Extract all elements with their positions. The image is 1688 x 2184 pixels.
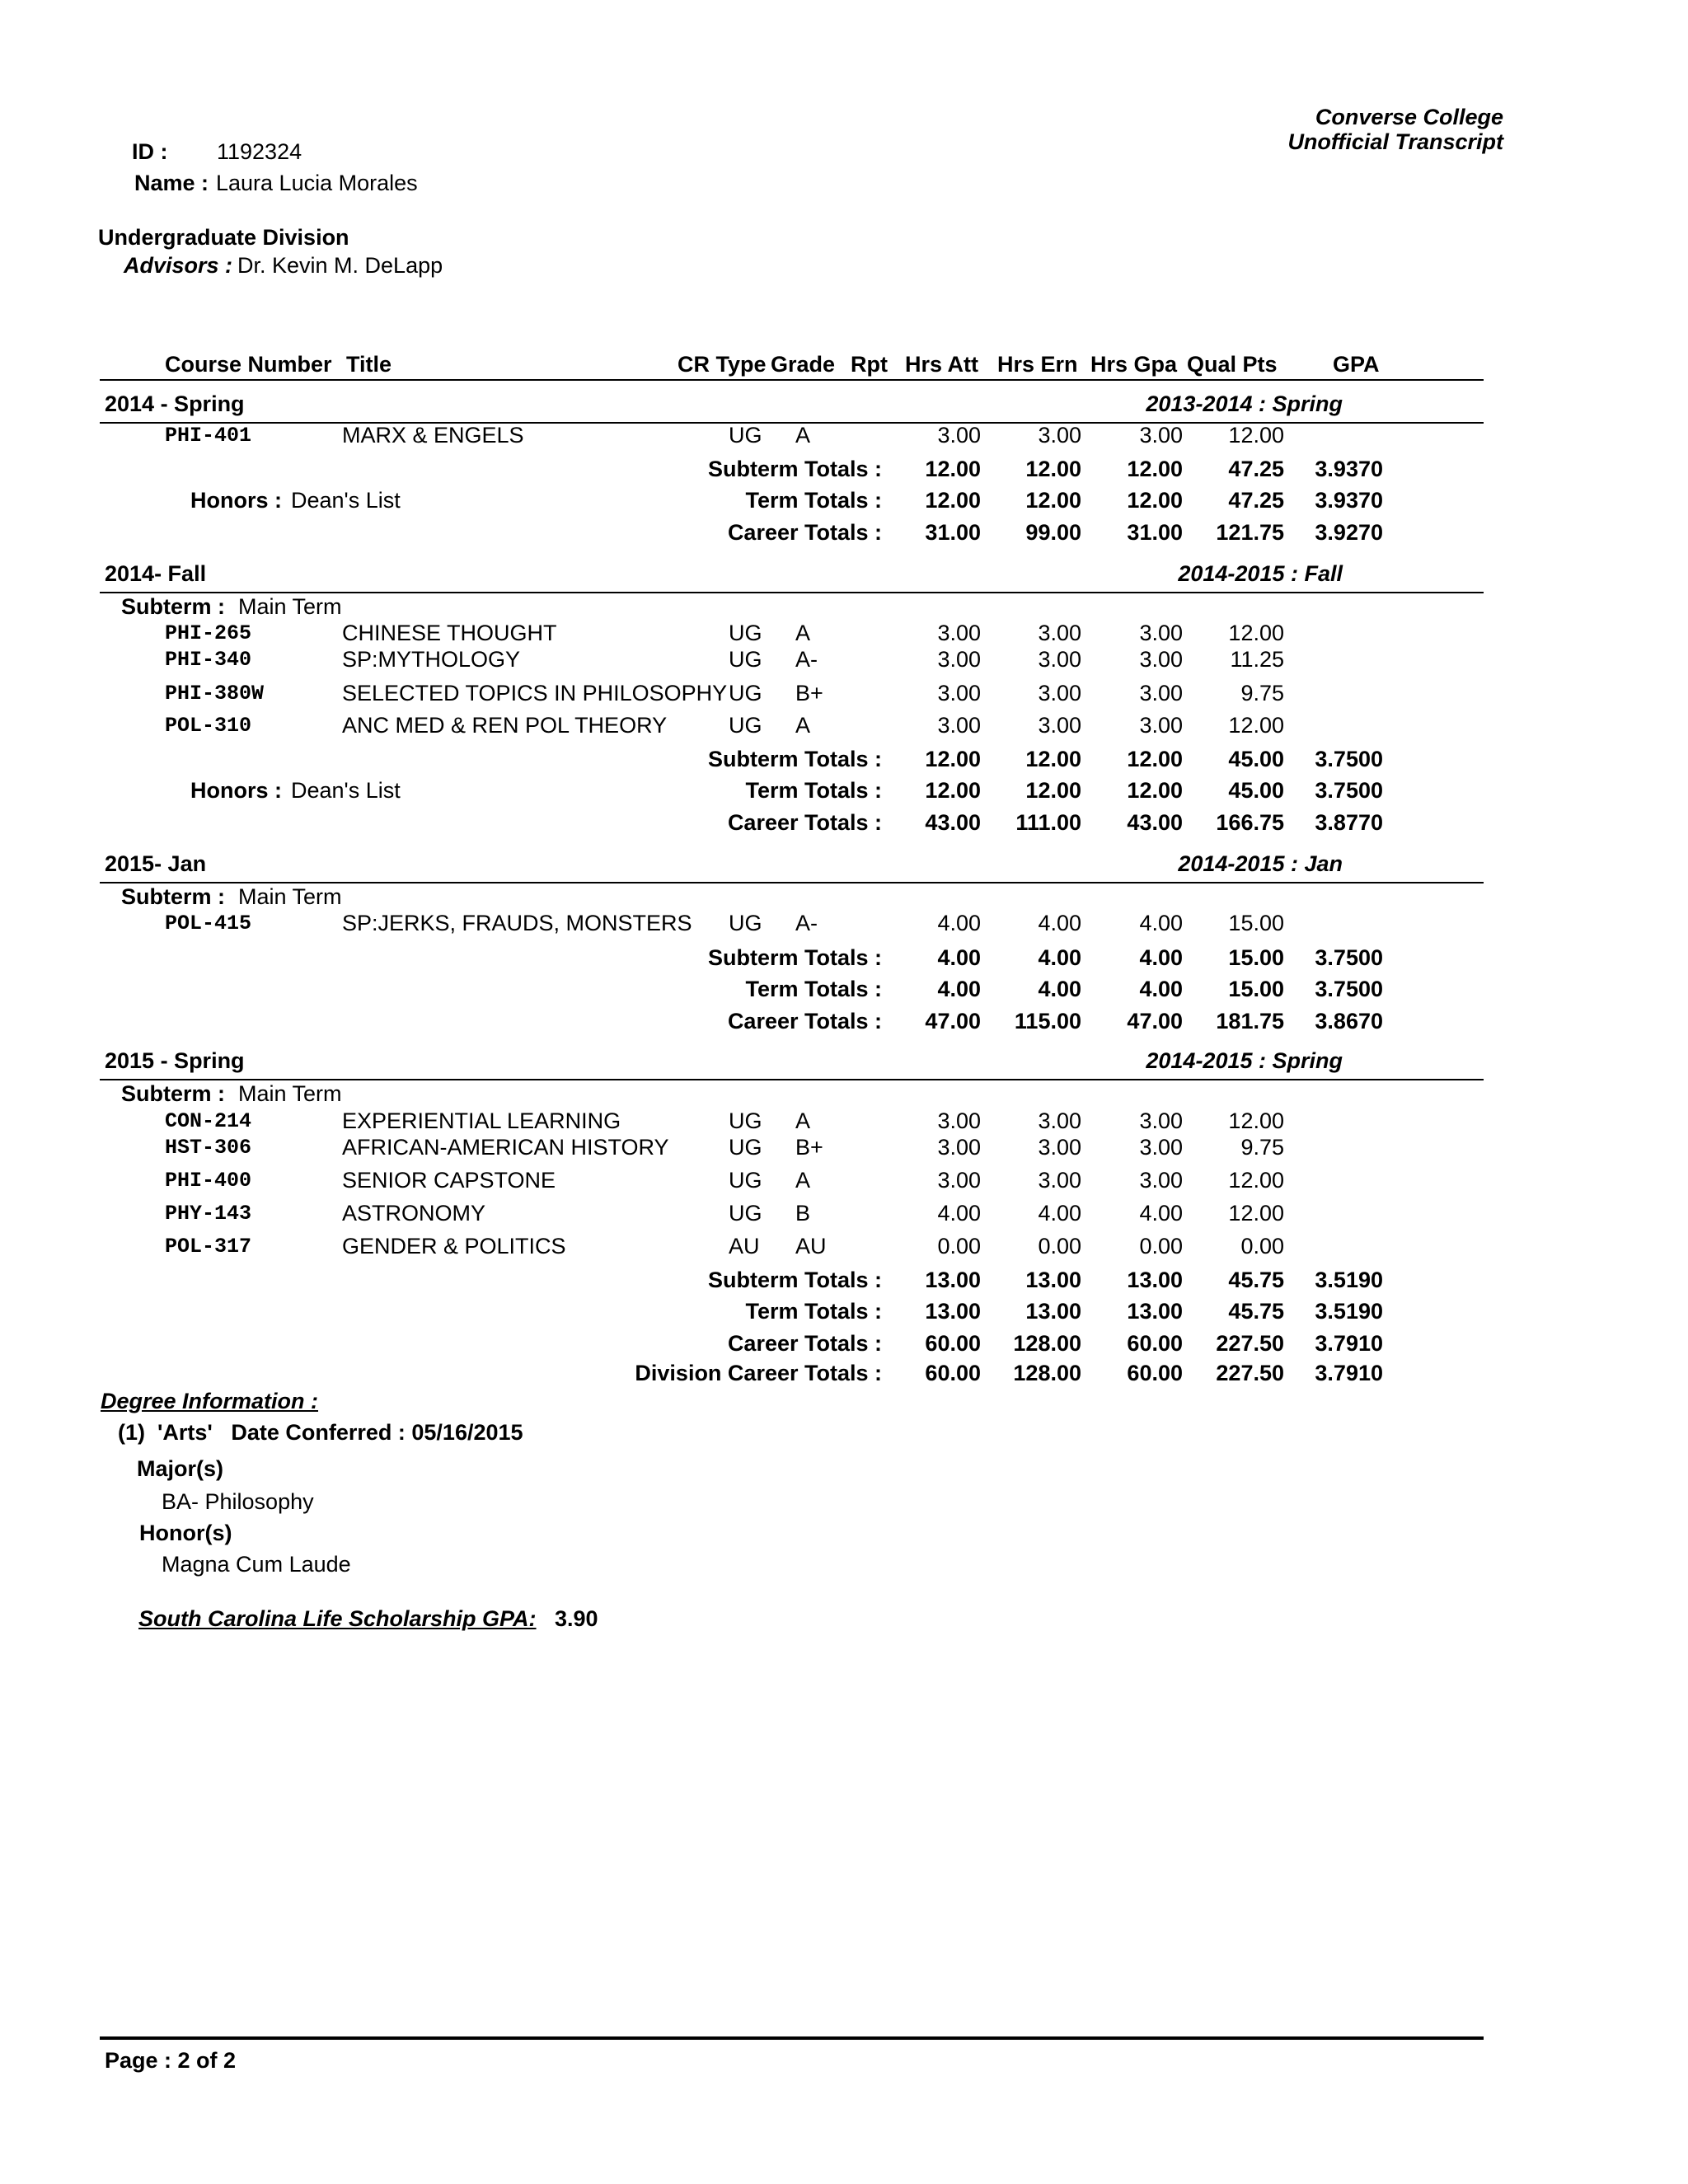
subterm-totals-hrs-ern: 12.00	[1025, 747, 1081, 771]
career-totals-hrs-gpa: 47.00	[1127, 1009, 1183, 1033]
course-hrs-att: 3.00	[937, 621, 981, 645]
honors-heading: Honor(s)	[139, 1521, 232, 1545]
career-totals-label: Career Totals :	[727, 520, 882, 545]
course-title: CHINESE THOUGHT	[342, 621, 557, 645]
course-number: PHI-400	[165, 1169, 252, 1193]
course-number: PHI-380W	[165, 682, 265, 705]
term-totals-label: Term Totals :	[745, 977, 882, 1001]
honor-value: Magna Cum Laude	[162, 1552, 351, 1577]
course-hrs-att: 4.00	[937, 911, 981, 935]
course-title: MARX & ENGELS	[342, 423, 524, 448]
subterm-totals-label: Subterm Totals :	[707, 747, 882, 771]
term-totals-gpa: 3.7500	[1315, 977, 1383, 1001]
subterm-totals-qual-pts: 45.00	[1228, 747, 1284, 771]
career-totals-hrs-att: 31.00	[925, 520, 981, 545]
course-title: AFRICAN-AMERICAN HISTORY	[342, 1135, 669, 1160]
division-career-totals-hrs-ern: 128.00	[1013, 1361, 1081, 1385]
course-grade: A	[795, 713, 811, 738]
course-grade: A	[795, 1168, 811, 1193]
term-totals-label: Term Totals :	[745, 778, 882, 803]
career-totals-label: Career Totals :	[727, 810, 882, 835]
col-gpa: GPA	[1333, 352, 1380, 377]
division-career-totals-label: Division Career Totals :	[635, 1361, 882, 1385]
subterm-label: Subterm :	[121, 1081, 226, 1106]
term-name: 2014 - Spring	[105, 391, 245, 416]
term-totals-hrs-ern: 13.00	[1025, 1299, 1081, 1324]
career-totals-label: Career Totals :	[727, 1009, 882, 1033]
course-grade: A	[795, 423, 811, 448]
career-totals-gpa: 3.8770	[1315, 810, 1383, 835]
subterm-totals-hrs-ern: 12.00	[1025, 457, 1081, 481]
course-hrs-att: 3.00	[937, 1168, 981, 1193]
course-number: PHI-265	[165, 621, 252, 645]
course-hrs-ern: 3.00	[1038, 621, 1081, 645]
scholarship-label: South Carolina Life Scholarship GPA:	[138, 1606, 537, 1631]
course-title: SENIOR CAPSTONE	[342, 1168, 556, 1193]
course-hrs-att: 4.00	[937, 1201, 981, 1226]
course-hrs-att: 3.00	[937, 713, 981, 738]
course-hrs-ern: 3.00	[1038, 681, 1081, 705]
course-hrs-att: 3.00	[937, 1135, 981, 1160]
course-qual-pts: 12.00	[1228, 1168, 1284, 1193]
course-hrs-ern: 3.00	[1038, 1135, 1081, 1160]
term-totals-qual-pts: 47.25	[1228, 488, 1284, 513]
career-totals-qual-pts: 166.75	[1216, 810, 1284, 835]
term-totals-hrs-att: 13.00	[925, 1299, 981, 1324]
subterm-label: Subterm :	[121, 594, 226, 619]
course-cr-type: UG	[729, 1135, 762, 1160]
term-totals-gpa: 3.9370	[1315, 488, 1383, 513]
course-hrs-gpa: 3.00	[1139, 713, 1183, 738]
course-hrs-gpa: 3.00	[1139, 681, 1183, 705]
subterm-totals-label: Subterm Totals :	[707, 945, 882, 970]
degree-line: (1) 'Arts' Date Conferred : 05/16/2015	[118, 1420, 523, 1445]
course-number: CON-214	[165, 1109, 252, 1133]
subterm-totals-label: Subterm Totals :	[707, 1268, 882, 1292]
course-grade: A	[795, 1108, 811, 1133]
course-hrs-gpa: 4.00	[1139, 1201, 1183, 1226]
subterm-totals-hrs-ern: 4.00	[1038, 945, 1081, 970]
course-hrs-ern: 4.00	[1038, 1201, 1081, 1226]
subterm-totals-label: Subterm Totals :	[707, 457, 882, 481]
career-totals-gpa: 3.9270	[1315, 520, 1383, 545]
term-totals-hrs-att: 12.00	[925, 778, 981, 803]
course-cr-type: UG	[729, 621, 762, 645]
name-value: Laura Lucia Morales	[216, 171, 418, 195]
career-totals-hrs-ern: 115.00	[1014, 1009, 1081, 1033]
career-totals-hrs-gpa: 43.00	[1127, 810, 1183, 835]
course-grade: AU	[795, 1234, 827, 1258]
course-hrs-gpa: 3.00	[1139, 621, 1183, 645]
term-totals-hrs-ern: 4.00	[1038, 977, 1081, 1001]
majors-label: Major(s)	[137, 1456, 224, 1481]
term-totals-hrs-att: 4.00	[937, 977, 981, 1001]
career-totals-qual-pts: 121.75	[1216, 520, 1284, 545]
course-title: GENDER & POLITICS	[342, 1234, 566, 1258]
subterm-value: Main Term	[238, 1081, 342, 1106]
col-course-number: Course Number	[165, 352, 332, 377]
id-value: 1192324	[217, 139, 302, 164]
course-grade: B+	[795, 681, 823, 705]
career-totals-hrs-ern: 128.00	[1013, 1331, 1081, 1356]
course-number: POL-415	[165, 912, 252, 935]
col-hrs-gpa: Hrs Gpa	[1090, 352, 1178, 377]
course-hrs-ern: 4.00	[1038, 911, 1081, 935]
course-qual-pts: 0.00	[1240, 1234, 1284, 1258]
academic-term: 2014-2015 : Spring	[1146, 1048, 1343, 1073]
course-qual-pts: 12.00	[1228, 1108, 1284, 1133]
footer-rule	[100, 2036, 1484, 2040]
course-hrs-gpa: 3.00	[1139, 423, 1183, 448]
col-hrs-ern: Hrs Ern	[997, 352, 1078, 377]
academic-term: 2014-2015 : Fall	[1178, 561, 1343, 586]
col-hrs-att: Hrs Att	[905, 352, 979, 377]
course-cr-type: UG	[729, 713, 762, 738]
honors-value: Dean's List	[291, 778, 401, 803]
col-rpt: Rpt	[851, 352, 888, 377]
course-qual-pts: 12.00	[1228, 713, 1284, 738]
division-career-totals-gpa: 3.7910	[1315, 1361, 1383, 1385]
career-totals-hrs-ern: 111.00	[1015, 810, 1081, 835]
term-totals-label: Term Totals :	[745, 488, 882, 513]
name-label: Name :	[134, 171, 209, 195]
subterm-totals-qual-pts: 47.25	[1228, 457, 1284, 481]
term-totals-hrs-gpa: 4.00	[1139, 977, 1183, 1001]
course-cr-type: UG	[729, 1108, 762, 1133]
subterm-totals-gpa: 3.9370	[1315, 457, 1383, 481]
course-cr-type: UG	[729, 911, 762, 935]
career-totals-hrs-att: 60.00	[925, 1331, 981, 1356]
course-cr-type: UG	[729, 423, 762, 448]
course-cr-type: UG	[729, 1168, 762, 1193]
course-hrs-gpa: 3.00	[1139, 1135, 1183, 1160]
career-totals-gpa: 3.8670	[1315, 1009, 1383, 1033]
course-qual-pts: 12.00	[1228, 423, 1284, 448]
course-number: HST-306	[165, 1136, 252, 1160]
term-name: 2015- Jan	[105, 851, 207, 876]
term-name: 2014- Fall	[105, 561, 207, 586]
division-career-totals-hrs-gpa: 60.00	[1127, 1361, 1183, 1385]
term-totals-hrs-gpa: 12.00	[1127, 778, 1183, 803]
college-name: Converse College	[1315, 105, 1503, 129]
course-number: PHI-340	[165, 648, 252, 672]
career-totals-gpa: 3.7910	[1315, 1331, 1383, 1356]
subterm-totals-hrs-gpa: 12.00	[1127, 747, 1183, 771]
career-totals-hrs-gpa: 31.00	[1127, 520, 1183, 545]
subterm-totals-gpa: 3.5190	[1315, 1268, 1383, 1292]
course-hrs-ern: 3.00	[1038, 1108, 1081, 1133]
course-qual-pts: 9.75	[1240, 1135, 1284, 1160]
honors-value: Dean's List	[291, 488, 401, 513]
term-totals-hrs-ern: 12.00	[1025, 488, 1081, 513]
course-cr-type: UG	[729, 647, 762, 672]
course-grade: A-	[795, 911, 818, 935]
course-number: POL-317	[165, 1235, 252, 1258]
honors-label: Honors :	[190, 488, 282, 513]
course-hrs-att: 3.00	[937, 681, 981, 705]
course-hrs-att: 3.00	[937, 1108, 981, 1133]
advisors-label: Advisors :	[124, 253, 233, 278]
course-number: POL-310	[165, 714, 252, 738]
term-totals-label: Term Totals :	[745, 1299, 882, 1324]
term-totals-hrs-att: 12.00	[925, 488, 981, 513]
term-name: 2015 - Spring	[105, 1048, 245, 1073]
course-title: ASTRONOMY	[342, 1201, 486, 1226]
degree-heading: Degree Information :	[101, 1389, 319, 1413]
course-hrs-ern: 0.00	[1038, 1234, 1081, 1258]
col-grade: Grade	[771, 352, 836, 377]
term-totals-hrs-gpa: 13.00	[1127, 1299, 1183, 1324]
subterm-totals-hrs-gpa: 4.00	[1139, 945, 1183, 970]
subterm-totals-gpa: 3.7500	[1315, 945, 1383, 970]
subterm-totals-hrs-att: 12.00	[925, 747, 981, 771]
course-hrs-gpa: 4.00	[1139, 911, 1183, 935]
course-cr-type: AU	[729, 1234, 760, 1258]
subterm-value: Main Term	[238, 594, 342, 619]
advisors-value: Dr. Kevin M. DeLapp	[237, 253, 443, 278]
course-grade: A	[795, 621, 811, 645]
course-hrs-ern: 3.00	[1038, 647, 1081, 672]
honors-label: Honors :	[190, 778, 282, 803]
course-grade: A-	[795, 647, 818, 672]
academic-term: 2013-2014 : Spring	[1146, 391, 1343, 416]
division-heading: Undergraduate Division	[98, 225, 349, 250]
subterm-totals-hrs-att: 12.00	[925, 457, 981, 481]
term-totals-hrs-ern: 12.00	[1025, 778, 1081, 803]
course-title: SP:MYTHOLOGY	[342, 647, 521, 672]
term-totals-gpa: 3.7500	[1315, 778, 1383, 803]
course-hrs-gpa: 3.00	[1139, 1168, 1183, 1193]
course-cr-type: UG	[729, 1201, 762, 1226]
subterm-totals-hrs-att: 13.00	[925, 1268, 981, 1292]
division-career-totals-qual-pts: 227.50	[1216, 1361, 1284, 1385]
course-title: EXPERIENTIAL LEARNING	[342, 1108, 621, 1133]
term-totals-gpa: 3.5190	[1315, 1299, 1383, 1324]
course-title: SELECTED TOPICS IN PHILOSOPHY	[342, 681, 728, 705]
document-title: Unofficial Transcript	[1287, 129, 1503, 154]
course-qual-pts: 15.00	[1228, 911, 1284, 935]
course-title: ANC MED & REN POL THEORY	[342, 713, 668, 738]
page-number: Page : 2 of 2	[105, 2048, 237, 2073]
course-hrs-att: 3.00	[937, 647, 981, 672]
career-totals-hrs-att: 43.00	[925, 810, 981, 835]
course-grade: B+	[795, 1135, 823, 1160]
col-cr-type: CR Type	[678, 352, 767, 377]
subterm-totals-hrs-ern: 13.00	[1025, 1268, 1081, 1292]
scholarship-value: 3.90	[555, 1606, 598, 1631]
course-hrs-ern: 3.00	[1038, 1168, 1081, 1193]
course-hrs-gpa: 3.00	[1139, 1108, 1183, 1133]
academic-term: 2014-2015 : Jan	[1178, 851, 1343, 876]
course-hrs-att: 0.00	[937, 1234, 981, 1258]
course-cr-type: UG	[729, 681, 762, 705]
course-hrs-gpa: 0.00	[1139, 1234, 1183, 1258]
career-totals-hrs-att: 47.00	[925, 1009, 981, 1033]
subterm-totals-qual-pts: 45.75	[1228, 1268, 1284, 1292]
col-title: Title	[346, 352, 392, 377]
term-totals-qual-pts: 15.00	[1228, 977, 1284, 1001]
career-totals-qual-pts: 181.75	[1216, 1009, 1284, 1033]
course-qual-pts: 11.25	[1230, 647, 1284, 672]
course-qual-pts: 9.75	[1240, 681, 1284, 705]
course-title: SP:JERKS, FRAUDS, MONSTERS	[342, 911, 692, 935]
course-number: PHI-401	[165, 424, 252, 448]
subterm-totals-hrs-att: 4.00	[937, 945, 981, 970]
subterm-totals-gpa: 3.7500	[1315, 747, 1383, 771]
subterm-totals-hrs-gpa: 12.00	[1127, 457, 1183, 481]
course-hrs-att: 3.00	[937, 423, 981, 448]
division-career-totals-hrs-att: 60.00	[925, 1361, 981, 1385]
course-hrs-gpa: 3.00	[1139, 647, 1183, 672]
col-qual-pts: Qual Pts	[1187, 352, 1278, 377]
subterm-label: Subterm :	[121, 884, 226, 909]
course-hrs-ern: 3.00	[1038, 713, 1081, 738]
course-qual-pts: 12.00	[1228, 1201, 1284, 1226]
subterm-value: Main Term	[238, 884, 342, 909]
course-number: PHY-143	[165, 1202, 252, 1226]
career-totals-qual-pts: 227.50	[1216, 1331, 1284, 1356]
course-grade: B	[795, 1201, 811, 1226]
term-totals-hrs-gpa: 12.00	[1127, 488, 1183, 513]
id-label: ID :	[132, 139, 168, 164]
term-totals-qual-pts: 45.75	[1228, 1299, 1284, 1324]
course-qual-pts: 12.00	[1228, 621, 1284, 645]
subterm-totals-qual-pts: 15.00	[1228, 945, 1284, 970]
career-totals-label: Career Totals :	[727, 1331, 882, 1356]
course-hrs-ern: 3.00	[1038, 423, 1081, 448]
term-totals-qual-pts: 45.00	[1228, 778, 1284, 803]
subterm-totals-hrs-gpa: 13.00	[1127, 1268, 1183, 1292]
career-totals-hrs-ern: 99.00	[1025, 520, 1081, 545]
career-totals-hrs-gpa: 60.00	[1127, 1331, 1183, 1356]
major-value: BA- Philosophy	[162, 1489, 314, 1514]
